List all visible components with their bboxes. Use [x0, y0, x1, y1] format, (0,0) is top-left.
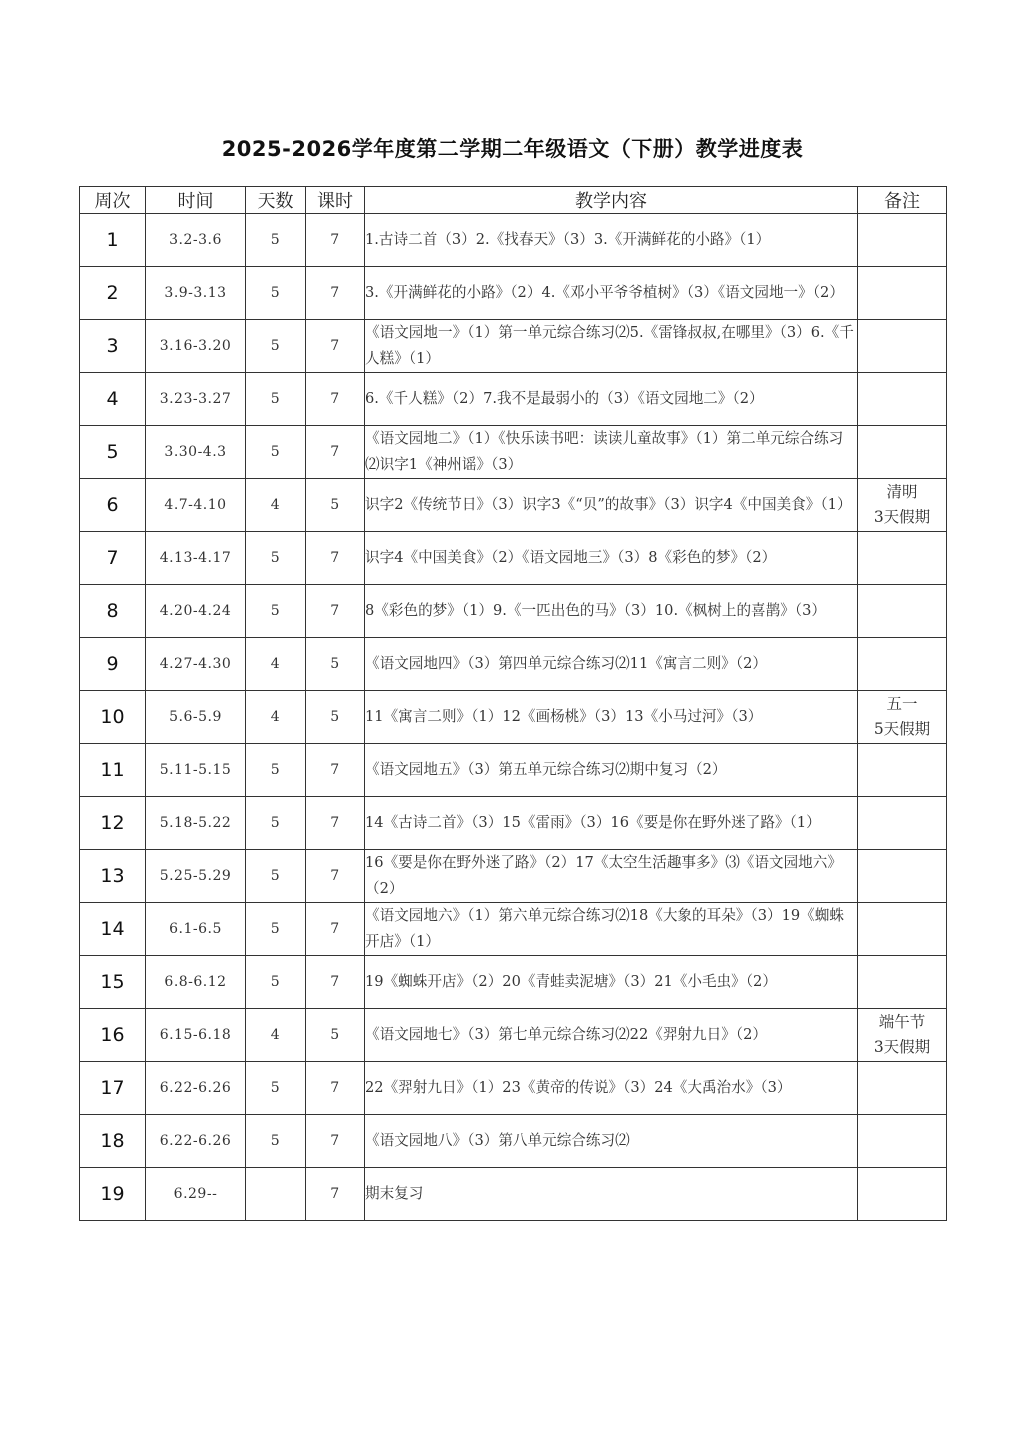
week-cell: 9 [80, 638, 146, 691]
table-row [80, 797, 947, 850]
time-cell: 4.13-4.17 [146, 532, 246, 585]
week-cell: 10 [80, 691, 146, 744]
content-cell: 16《要是你在野外迷了路》（2）17《太空生活趣事多》⑶《语文园地六》（2） [365, 850, 858, 903]
periods-cell: 7 [306, 320, 365, 373]
time-cell: 6.8-6.12 [146, 956, 246, 1009]
table-row [80, 1062, 947, 1115]
periods-cell: 5 [306, 479, 365, 532]
table-row [80, 373, 947, 426]
note-cell [858, 956, 947, 1009]
days-cell: 5 [246, 373, 306, 426]
periods-cell: 5 [306, 638, 365, 691]
content-cell: 《语文园地四》（3）第四单元综合练习⑵11《寓言二则》（2） [365, 638, 858, 691]
week-cell: 19 [80, 1168, 146, 1221]
week-cell: 5 [80, 426, 146, 479]
periods-cell: 7 [306, 797, 365, 850]
periods-cell: 5 [306, 691, 365, 744]
days-cell: 4 [246, 691, 306, 744]
note-cell [858, 267, 947, 320]
periods-cell: 7 [306, 956, 365, 1009]
table-row [80, 850, 947, 903]
content-cell: 期末复习 [365, 1168, 858, 1221]
periods-cell: 7 [306, 850, 365, 903]
week-cell: 1 [80, 214, 146, 267]
content-cell: 《语文园地八》（3）第八单元综合练习⑵ [365, 1115, 858, 1168]
time-cell: 3.2-3.6 [146, 214, 246, 267]
table-row [80, 1115, 947, 1168]
periods-cell: 7 [306, 744, 365, 797]
periods-cell: 7 [306, 903, 365, 956]
time-cell: 6.22-6.26 [146, 1062, 246, 1115]
days-cell: 5 [246, 797, 306, 850]
periods-cell: 7 [306, 532, 365, 585]
schedule-table [79, 186, 947, 1221]
periods-cell: 7 [306, 267, 365, 320]
time-cell: 4.20-4.24 [146, 585, 246, 638]
table-row [80, 638, 947, 691]
time-cell: 3.16-3.20 [146, 320, 246, 373]
content-cell: 《语文园地五》（3）第五单元综合练习⑵期中复习（2） [365, 744, 858, 797]
week-cell: 13 [80, 850, 146, 903]
note-cell [858, 1009, 947, 1062]
week-cell: 7 [80, 532, 146, 585]
table-row [80, 214, 947, 267]
content-cell: 8《彩色的梦》（1）9.《一匹出色的马》（3）10.《枫树上的喜鹊》（3） [365, 585, 858, 638]
days-cell: 5 [246, 426, 306, 479]
content-cell: 识字4《中国美食》（2）《语文园地三》（3）8《彩色的梦》（2） [365, 532, 858, 585]
days-cell: 5 [246, 532, 306, 585]
periods-cell: 7 [306, 585, 365, 638]
header-time: 时间 [146, 187, 246, 214]
periods-cell: 7 [306, 373, 365, 426]
table-row [80, 1009, 947, 1062]
time-cell: 6.22-6.26 [146, 1115, 246, 1168]
periods-cell: 7 [306, 1062, 365, 1115]
content-cell: 《语文园地一》（1）第一单元综合练习⑵5.《雷锋叔叔,在哪里》（3）6.《千人糕》（1） [365, 320, 858, 373]
content-cell: 识字2《传统节日》（3）识字3《“贝”的故事》（3）识字4《中国美食》（1） [365, 479, 858, 532]
note-cell [858, 1168, 947, 1221]
header-content: 教学内容 [365, 187, 858, 214]
days-cell: 4 [246, 638, 306, 691]
week-cell: 17 [80, 1062, 146, 1115]
note-cell [858, 744, 947, 797]
content-cell: 《语文园地七》（3）第七单元综合练习⑵22《羿射九日》（2） [365, 1009, 858, 1062]
note-cell [858, 320, 947, 373]
header-periods: 课时 [306, 187, 365, 214]
content-cell: 14《古诗二首》（3）15《雷雨》（3）16《要是你在野外迷了路》（1） [365, 797, 858, 850]
note-cell [858, 1062, 947, 1115]
periods-cell: 7 [306, 214, 365, 267]
content-cell: 11《寓言二则》（1）12《画杨桃》（3）13《小马过河》（3） [365, 691, 858, 744]
week-cell: 16 [80, 1009, 146, 1062]
periods-cell: 7 [306, 1168, 365, 1221]
note-text: 五一 5天假期 [873, 695, 931, 738]
periods-cell: 7 [306, 1115, 365, 1168]
table-row [80, 1168, 947, 1221]
days-cell [246, 1168, 306, 1221]
week-cell: 15 [80, 956, 146, 1009]
table-row [80, 903, 947, 956]
note-cell [858, 479, 947, 532]
week-cell: 18 [80, 1115, 146, 1168]
note-cell [858, 691, 947, 744]
table-row [80, 691, 947, 744]
days-cell: 5 [246, 744, 306, 797]
days-cell: 5 [246, 1115, 306, 1168]
table-row [80, 585, 947, 638]
table-row [80, 532, 947, 585]
week-cell: 8 [80, 585, 146, 638]
note-cell [858, 426, 947, 479]
week-cell: 2 [80, 267, 146, 320]
week-cell: 11 [80, 744, 146, 797]
time-cell: 6.29-- [146, 1168, 246, 1221]
table-row [80, 426, 947, 479]
time-cell: 6.15-6.18 [146, 1009, 246, 1062]
table-row [80, 320, 947, 373]
periods-cell: 7 [306, 426, 365, 479]
days-cell: 4 [246, 479, 306, 532]
note-cell [858, 1115, 947, 1168]
days-cell: 5 [246, 1062, 306, 1115]
table-header [80, 187, 947, 214]
note-cell [858, 903, 947, 956]
note-cell [858, 797, 947, 850]
time-cell: 5.6-5.9 [146, 691, 246, 744]
table-row [80, 479, 947, 532]
note-cell [858, 214, 947, 267]
page-title: 2025-2026学年度第二学期二年级语文（下册）教学进度表 [221, 137, 804, 161]
note-cell [858, 850, 947, 903]
days-cell: 5 [246, 850, 306, 903]
table-row [80, 267, 947, 320]
content-cell: 《语文园地二》（1）《快乐读书吧：读读儿童故事》（1）第二单元综合练习⑵识字1《神州谣》（3） [365, 426, 858, 479]
week-cell: 12 [80, 797, 146, 850]
week-cell: 14 [80, 903, 146, 956]
note-text: 清明 3天假期 [873, 483, 931, 526]
time-cell: 4.7-4.10 [146, 479, 246, 532]
note-text: 端午节 3天假期 [873, 1013, 931, 1056]
content-cell: 1.古诗二首（3）2.《找春天》（3）3.《开满鲜花的小路》（1） [365, 214, 858, 267]
table-body [80, 214, 947, 1221]
days-cell: 5 [246, 267, 306, 320]
table-row [80, 744, 947, 797]
time-cell: 5.18-5.22 [146, 797, 246, 850]
header-row [80, 187, 947, 214]
days-cell: 5 [246, 585, 306, 638]
time-cell: 6.1-6.5 [146, 903, 246, 956]
days-cell: 5 [246, 903, 306, 956]
note-cell [858, 585, 947, 638]
time-cell: 5.11-5.15 [146, 744, 246, 797]
time-cell: 4.27-4.30 [146, 638, 246, 691]
week-cell: 3 [80, 320, 146, 373]
days-cell: 4 [246, 1009, 306, 1062]
time-cell: 3.23-3.27 [146, 373, 246, 426]
time-cell: 3.30-4.3 [146, 426, 246, 479]
week-cell: 6 [80, 479, 146, 532]
days-cell: 5 [246, 214, 306, 267]
periods-cell: 5 [306, 1009, 365, 1062]
note-cell [858, 373, 947, 426]
header-days: 天数 [246, 187, 306, 214]
week-cell: 4 [80, 373, 146, 426]
note-cell [858, 638, 947, 691]
table-row [80, 956, 947, 1009]
time-cell: 3.9-3.13 [146, 267, 246, 320]
content-cell: 3.《开满鲜花的小路》（2）4.《邓小平爷爷植树》（3）《语文园地一》（2） [365, 267, 858, 320]
content-cell: 22《羿射九日》（1）23《黄帝的传说》（3）24《大禹治水》（3） [365, 1062, 858, 1115]
header-week: 周次 [80, 187, 146, 214]
days-cell: 5 [246, 956, 306, 1009]
days-cell: 5 [246, 320, 306, 373]
time-cell: 5.25-5.29 [146, 850, 246, 903]
note-cell [858, 532, 947, 585]
content-cell: 6.《千人糕》（2）7.我不是最弱小的（3）《语文园地二》（2） [365, 373, 858, 426]
header-note: 备注 [858, 187, 947, 214]
content-cell: 19《蜘蛛开店》（2）20《青蛙卖泥塘》（3）21《小毛虫》（2） [365, 956, 858, 1009]
content-cell: 《语文园地六》（1）第六单元综合练习⑵18《大象的耳朵》（3）19《蜘蛛开店》（1） [365, 903, 858, 956]
